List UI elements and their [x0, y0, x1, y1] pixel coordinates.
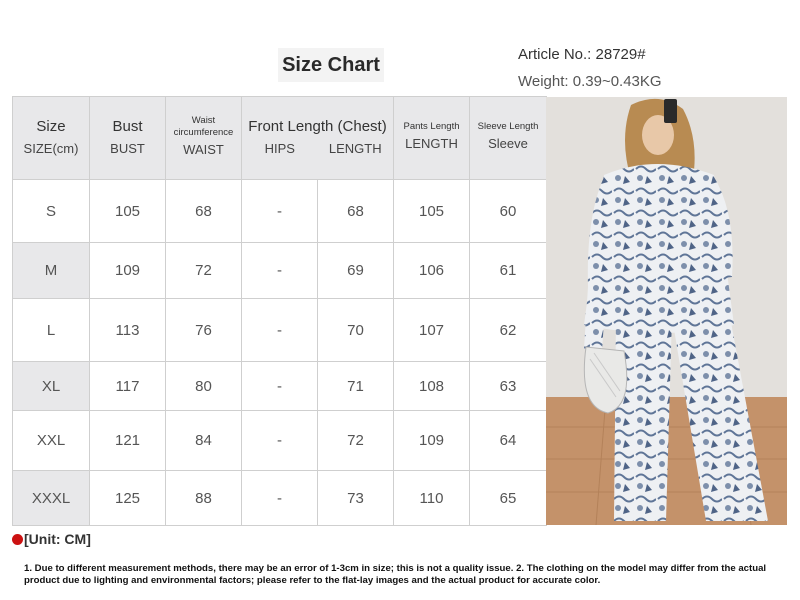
cell-length: 71 — [318, 362, 394, 411]
bullet-dot-icon — [12, 534, 23, 545]
size-chart-title: Size Chart — [278, 48, 384, 82]
header-length: LENGTH — [328, 141, 382, 156]
table-row — [13, 243, 547, 299]
size-table — [12, 96, 547, 526]
size-label: S — [13, 180, 90, 243]
article-number: Article No.: 28729# — [518, 46, 646, 63]
cell-pants-length: 109 — [394, 411, 470, 471]
header-hips: HIPS — [264, 141, 295, 156]
header-pants-length: Pants Length LENGTH — [394, 97, 470, 180]
cell-hips: - — [242, 362, 318, 411]
cell-length: 72 — [318, 411, 394, 471]
weight-text: Weight: 0.39~0.43KG — [518, 73, 662, 90]
cell-length: 73 — [318, 471, 394, 526]
size-label: M — [13, 243, 90, 299]
size-label: XL — [13, 362, 90, 411]
table-row — [13, 411, 547, 471]
size-label: XXXL — [13, 471, 90, 526]
cell-length: 69 — [318, 243, 394, 299]
cell-bust: 121 — [90, 411, 166, 471]
model-illustration — [546, 97, 787, 525]
cell-bust: 109 — [90, 243, 166, 299]
header-front-length: Front Length (Chest) HIPS LENGTH — [242, 97, 394, 180]
cell-bust: 113 — [90, 299, 166, 362]
cell-sleeve: 60 — [470, 180, 547, 243]
header-sleeve-length: Sleeve Length Sleeve — [470, 97, 547, 180]
cell-length: 68 — [318, 180, 394, 243]
header-size: Size SIZE(cm) — [13, 97, 90, 180]
model-photo — [546, 97, 787, 525]
cell-pants-length: 108 — [394, 362, 470, 411]
size-label: XXL — [13, 411, 90, 471]
cell-pants-length: 110 — [394, 471, 470, 526]
measurement-note: 1. Due to different measurement methods, there may be an error of 1-3cm in size; this is not a quality issue. 2. The clothing on the model may differ from the actual product due to lighting and environmental factors; please refer to the flat-lay images and the actual product for accurate color. — [24, 563, 767, 586]
cell-sleeve: 61 — [470, 243, 547, 299]
cell-waist: 72 — [166, 243, 242, 299]
cell-pants-length: 107 — [394, 299, 470, 362]
table-row — [13, 471, 547, 526]
cell-waist: 84 — [166, 411, 242, 471]
cell-length: 70 — [318, 299, 394, 362]
cell-hips: - — [242, 180, 318, 243]
cell-bust: 125 — [90, 471, 166, 526]
unit-label: [Unit: CM] — [12, 531, 91, 547]
cell-pants-length: 105 — [394, 180, 470, 243]
header-waist: Waist circumference WAIST — [166, 97, 242, 180]
cell-sleeve: 62 — [470, 299, 547, 362]
cell-sleeve: 64 — [470, 411, 547, 471]
table-row — [13, 180, 547, 243]
table-header-row — [13, 97, 547, 180]
cell-hips: - — [242, 471, 318, 526]
cell-waist: 76 — [166, 299, 242, 362]
cell-waist: 68 — [166, 180, 242, 243]
cell-hips: - — [242, 411, 318, 471]
table-row — [13, 362, 547, 411]
table-row — [13, 299, 547, 362]
header-bust: Bust BUST — [90, 97, 166, 180]
cell-waist: 80 — [166, 362, 242, 411]
size-label: L — [13, 299, 90, 362]
cell-bust: 105 — [90, 180, 166, 243]
cell-hips: - — [242, 299, 318, 362]
cell-pants-length: 106 — [394, 243, 470, 299]
cell-sleeve: 63 — [470, 362, 547, 411]
cell-bust: 117 — [90, 362, 166, 411]
cell-waist: 88 — [166, 471, 242, 526]
cell-sleeve: 65 — [470, 471, 547, 526]
cell-hips: - — [242, 243, 318, 299]
